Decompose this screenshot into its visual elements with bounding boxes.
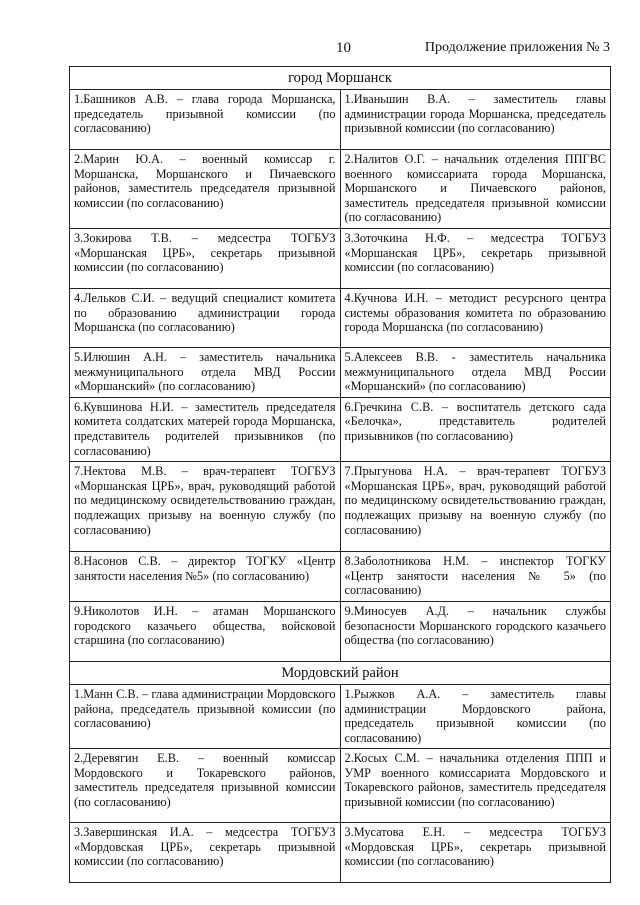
reserve-member-cell: 8.Заболотникова Н.М. – инспектор ТОГКУ «Центр занятости населения № 5» (по согласованию) [340, 552, 611, 602]
main-member-cell: 2.Марин Ю.А. – военный комиссар г. Моршанска, Моршанского и Пичаевского районов, заместитель председателя призывной комиссии (по согласованию) [70, 150, 341, 229]
main-member-cell: 3.Завершинская И.А. – медсестра ТОГБУЗ «Мордовская ЦРБ», секретарь призывной комиссии (по согласованию) [70, 823, 341, 883]
table-row [70, 228, 611, 288]
main-member-cell: 9.Николотов И.Н. – атаман Моршанского городского казачьего общества, войсковой старшина (по согласованию) [70, 601, 341, 661]
reserve-member-cell: 2.Налитов О.Г. – начальник отделения ППГВС военного комиссариата города Моршанска, Моршанского и Пичаевского районов, заместитель председателя призывной комиссии (по согласованию) [340, 150, 611, 229]
table-row [70, 90, 611, 150]
table-row [70, 749, 611, 823]
page-number: 10 [336, 40, 351, 56]
main-member-cell: 1.Башников А.В. – глава города Моршанска, председатель призывной комиссии (по согласованию) [70, 90, 341, 150]
main-member-cell: 8.Насонов С.В. – директор ТОГКУ «Центр занятости населения №5» (по согласованию) [70, 552, 341, 602]
reserve-member-cell: 4.Кучнова И.Н. – методист ресурсного центра системы образования комитета по образованию города Моршанска (по согласованию) [340, 288, 611, 347]
table-row [70, 150, 611, 229]
reserve-member-cell: 7.Прыгунова Н.А. – врач-терапевт ТОГБУЗ «Моршанская ЦРБ», врач, руководящий работой по медицинскому освидетельствованию граждан, подлежащих призыву на военную службу (по согласованию) [340, 462, 611, 552]
table-row [70, 601, 611, 661]
reserve-member-cell: 3.Мусатова Е.Н. – медсестра ТОГБУЗ «Мордовская ЦРБ», секретарь призывной комиссии (по согласованию) [340, 823, 611, 883]
main-member-cell: 1.Манн С.В. – глава администрации Мордовского района, председатель призывной комиссии (по согласованию) [70, 684, 341, 748]
section-title: город Моршанск [70, 67, 611, 90]
main-member-cell: 6.Кувшинова Н.И. – заместитель председателя комитета солдатских матерей города Моршанска, представитель родителей призывников (по согласованию) [70, 397, 341, 461]
reserve-member-cell: 1.Иваньшин В.А. – заместитель главы администрации города Моршанска, председатель призывной комиссии (по согласованию) [340, 90, 611, 150]
table-row [70, 684, 611, 748]
table-row [70, 347, 611, 397]
main-member-cell: 5.Илюшин А.Н. – заместитель начальника межмуниципального отдела МВД России «Моршанский» (по согласованию) [70, 347, 341, 397]
continuation-note: Продолжение приложения № 3 [424, 40, 610, 55]
reserve-member-cell: 1.Рыжков А.А. – заместитель главы администрации Мордовского района, председатель призывной комиссии (по согласованию) [340, 684, 611, 748]
table-row [70, 552, 611, 602]
table-row [70, 288, 611, 347]
table-row [70, 462, 611, 552]
reserve-member-cell: 2.Косых С.М. – начальника отделения ППП и УМР военного комиссариата Мордовского и Токаревского районов, заместитель председателя призывной комиссии (по согласованию) [340, 749, 611, 823]
main-member-cell: 4.Лельков С.И. – ведущий специалист комитета по образованию администрации города Моршанска (по согласованию) [70, 288, 341, 347]
reserve-member-cell: 6.Гречкина С.В. – воспитатель детского сада «Белочка», представитель родителей призывников (по согласованию) [340, 397, 611, 461]
main-member-cell: 3.Зокирова Т.В. – медсестра ТОГБУЗ «Моршанская ЦРБ», секретарь призывной комиссии (по согласованию) [70, 228, 341, 288]
section-title: Мордовский район [70, 661, 611, 684]
reserve-member-cell: 3.Зоточкина Н.Ф. – медсестра ТОГБУЗ «Моршанская ЦРБ», секретарь призывной комиссии (по согласованию) [340, 228, 611, 288]
main-member-cell: 2.Деревягин Е.В. – военный комиссар Мордовского и Токаревского районов, заместитель председателя призывной комиссии (по согласованию) [70, 749, 341, 823]
section-header-row [70, 661, 611, 684]
table-row [70, 397, 611, 461]
section-header-row [70, 67, 611, 90]
commission-table [69, 66, 611, 883]
table-row [70, 823, 611, 883]
reserve-member-cell: 9.Миносуев А.Д. – начальник службы безопасности Моршанского городского казачьего общества (по согласованию) [340, 601, 611, 661]
main-member-cell: 7.Нектова М.В. – врач-терапевт ТОГБУЗ «Моршанская ЦРБ», врач, руководящий работой по медицинскому освидетельствованию граждан, подлежащих призыву на военную службу (по согласованию) [70, 462, 341, 552]
reserve-member-cell: 5.Алексеев В.В. - заместитель начальника межмуниципального отдела МВД России «Моршанский» (по согласованию) [340, 347, 611, 397]
